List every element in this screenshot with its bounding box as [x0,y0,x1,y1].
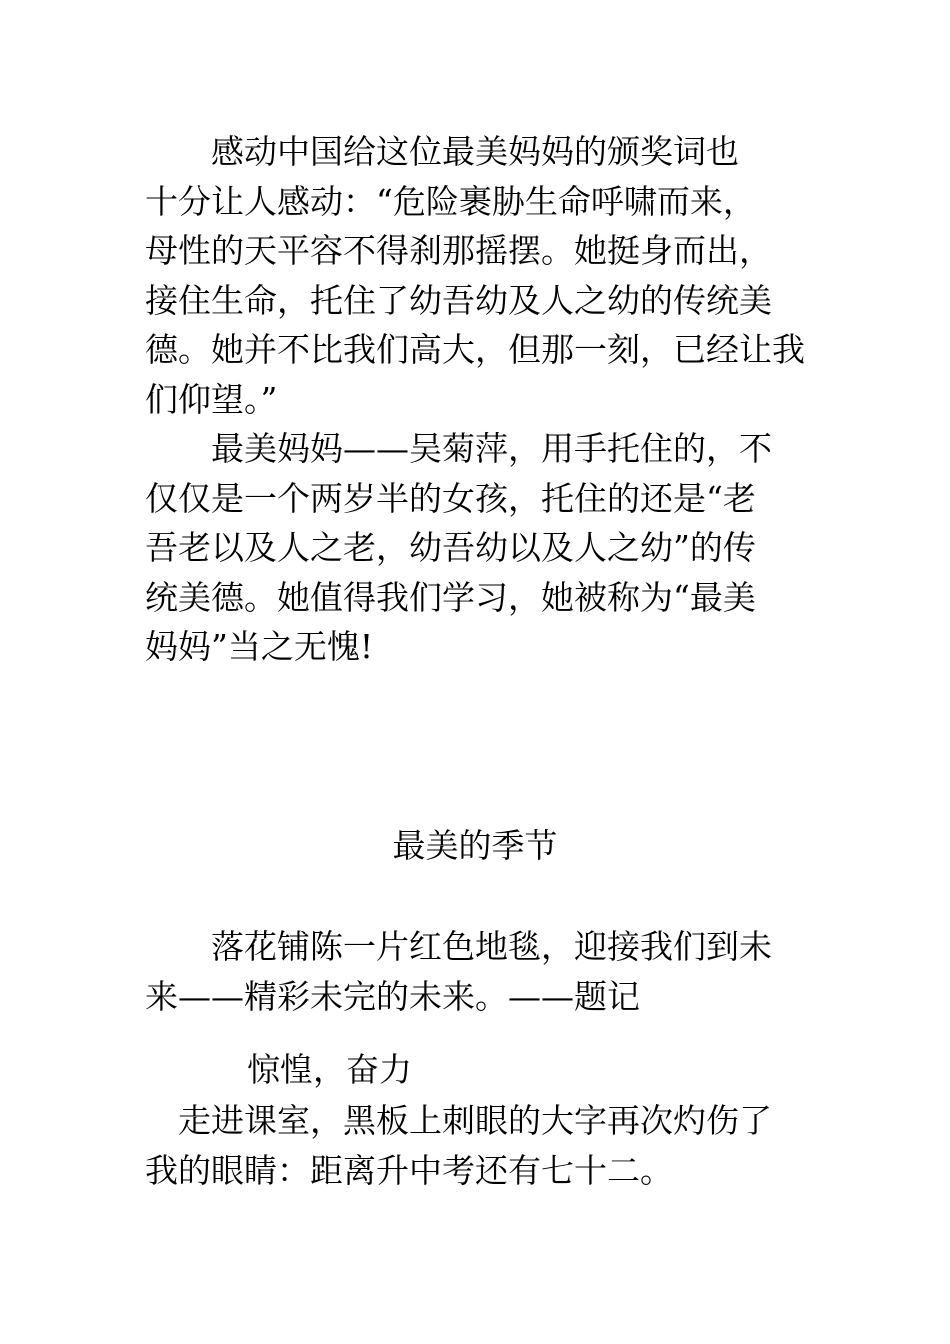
article1-paragraph-2 [145,424,809,672]
article2-paragraph-1 [145,1096,809,1195]
article1-paragraph-1 [145,127,809,424]
text-line: 走进课室，黑板上刺眼的大字再次灼伤了 [145,1101,772,1140]
text-line: 仅仅是一个两岁半的女孩，托住的还是“老 [145,478,756,518]
text-line: 我的眼睛：距离升中考还有七十二。 [145,1150,673,1190]
article2-title: 最美的季节 [392,826,558,865]
text-line: 们仰望。” [145,379,278,419]
text-line: 母性的天平容不得刹那摇摆。她挺身而出， [145,231,772,270]
text-line: 德。她并不比我们高大，但那一刻，已经让我 [145,330,805,369]
text-line: 妈妈”当之无愧! [145,627,374,666]
text-line: 十分让人感动：“危险裹胁生命呼啸而来， [145,181,756,221]
text-line: 最美妈妈——吴菊萍，用手托住的，不 [145,429,772,468]
article2-epigraph [145,922,809,1021]
text-line: 来——精彩未完的未来。——题记 [145,976,640,1016]
text-line: 接住生命，托住了幼吾幼及人之幼的传统美 [145,280,772,320]
article2-subheading: 惊惶，奋力 [247,1050,412,1089]
text-line: 吾老以及人之老，幼吾幼以及人之幼”的传 [145,528,756,567]
text-line: 感动中国给这位最美妈妈的颁奖词也 [145,132,739,171]
text-line: 统美德。她值得我们学习，她被称为“最美 [145,577,756,617]
text-line: 落花铺陈一片红色地毯，迎接我们到未 [145,927,772,966]
